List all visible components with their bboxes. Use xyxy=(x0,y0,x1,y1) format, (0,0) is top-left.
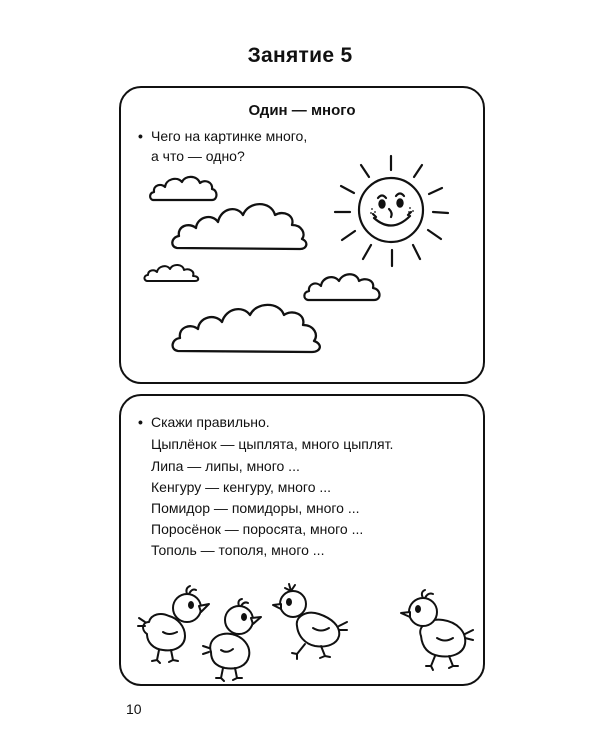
phrase-line: Цыплёнок — цыплята, много цыплят. xyxy=(151,436,394,452)
phrase-line: Тополь — тополя, много ... xyxy=(151,542,325,558)
cloud-icon xyxy=(171,298,329,356)
page-number: 10 xyxy=(126,701,142,717)
question-text: • Чего на картинке много, xyxy=(151,126,307,146)
phrase-line: Поросёнок — поросята, много ... xyxy=(151,521,364,537)
sun-icon xyxy=(326,146,456,276)
phrase-line: Помидор — помидоры, много ... xyxy=(151,500,360,516)
phrase-line: Липа — липы, много ... xyxy=(151,458,300,474)
cloud-icon xyxy=(143,260,203,284)
instruction-text: • Скажи правильно. xyxy=(151,412,270,432)
chick-icon xyxy=(391,586,475,674)
cloud-icon xyxy=(171,198,311,254)
phrase-line: Кенгуру — кенгуру, много ... xyxy=(151,479,332,495)
exercise-box-one-many xyxy=(119,86,485,384)
exercise-box-say-correctly xyxy=(119,394,485,686)
exercise-heading: Один — много xyxy=(248,102,356,119)
chick-icon xyxy=(201,598,269,682)
question-text-continued: а что — одно? xyxy=(151,148,245,164)
chick-icon xyxy=(271,582,351,662)
page-title: Занятие 5 xyxy=(247,44,353,67)
